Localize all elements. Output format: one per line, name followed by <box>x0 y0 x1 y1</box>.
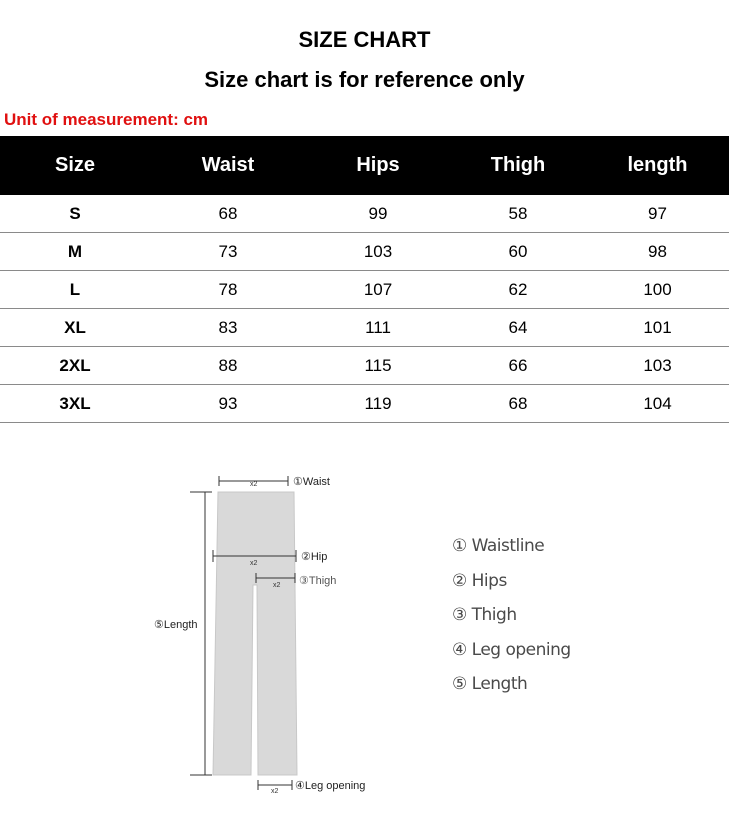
unit-note: Unit of measurement: cm <box>4 110 209 129</box>
length-cell: 97 <box>586 195 729 233</box>
hips-cell: 99 <box>306 195 450 233</box>
length-label: ⑤Length <box>154 619 198 631</box>
thigh-label: ③Thigh <box>299 575 337 587</box>
thigh-cell: 68 <box>450 385 586 423</box>
column-header-hips: Hips <box>306 136 450 195</box>
thigh-x2-label: x2 <box>273 582 281 589</box>
length-measure-line <box>190 492 212 775</box>
hips-cell: 115 <box>306 347 450 385</box>
legend-item-leg-opening: ④ Leg opening <box>452 639 571 660</box>
hip-label: ②Hip <box>301 551 328 563</box>
thigh-cell: 60 <box>450 233 586 271</box>
measurement-legend <box>452 536 571 709</box>
column-header-thigh: Thigh <box>450 136 586 195</box>
thigh-cell: 58 <box>450 195 586 233</box>
page-subtitle: Size chart is for reference only <box>204 67 525 92</box>
length-cell: 98 <box>586 233 729 271</box>
table-row <box>0 195 729 233</box>
table-row <box>0 309 729 347</box>
waist-cell: 83 <box>150 309 306 347</box>
legend-item-thigh: ③ Thigh <box>452 605 517 625</box>
size-cell: M <box>0 233 150 271</box>
page-title: SIZE CHART <box>298 27 431 52</box>
size-table <box>0 136 729 423</box>
waist-cell: 93 <box>150 385 306 423</box>
waist-cell: 73 <box>150 233 306 271</box>
size-cell: S <box>0 195 150 233</box>
leg-opening-x2-label: x2 <box>271 788 279 795</box>
legend-item-waistline: ① Waistline <box>452 536 545 556</box>
table-row <box>0 233 729 271</box>
size-cell: 2XL <box>0 347 150 385</box>
table-row <box>0 347 729 385</box>
size-cell: L <box>0 271 150 309</box>
length-cell: 103 <box>586 347 729 385</box>
thigh-cell: 64 <box>450 309 586 347</box>
length-cell: 100 <box>586 271 729 309</box>
pants-silhouette <box>213 492 297 775</box>
hip-x2-label: x2 <box>250 560 258 567</box>
hips-cell: 111 <box>306 309 450 347</box>
leg-opening-label: ④Leg opening <box>295 780 366 792</box>
column-header-waist: Waist <box>150 136 306 195</box>
pants-measurement-diagram <box>0 430 729 821</box>
thigh-cell: 66 <box>450 347 586 385</box>
hips-cell: 119 <box>306 385 450 423</box>
column-header-size: Size <box>0 136 150 195</box>
hips-cell: 107 <box>306 271 450 309</box>
table-row <box>0 385 729 423</box>
column-header-length: length <box>586 136 729 195</box>
waist-cell: 78 <box>150 271 306 309</box>
length-cell: 101 <box>586 309 729 347</box>
table-header-row <box>0 136 729 195</box>
length-cell: 104 <box>586 385 729 423</box>
legend-item-hips: ② Hips <box>452 570 507 591</box>
hips-cell: 103 <box>306 233 450 271</box>
size-cell: 3XL <box>0 385 150 423</box>
table-row <box>0 271 729 309</box>
size-cell: XL <box>0 309 150 347</box>
legend-item-length: ⑤ Length <box>452 674 528 694</box>
waist-x2-label: x2 <box>250 481 258 488</box>
waist-cell: 88 <box>150 347 306 385</box>
waist-cell: 68 <box>150 195 306 233</box>
waist-label: ①Waist <box>293 476 330 488</box>
thigh-cell: 62 <box>450 271 586 309</box>
